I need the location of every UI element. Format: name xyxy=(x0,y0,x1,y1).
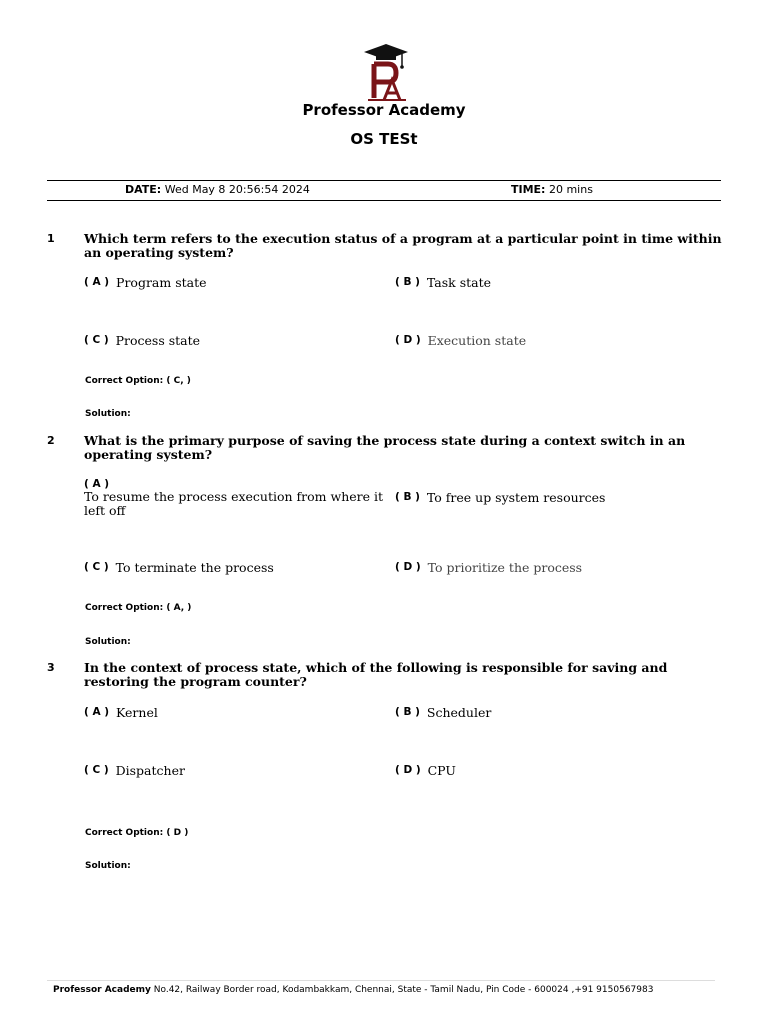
solution-label: Solution: xyxy=(85,861,131,871)
solution-label: Solution: xyxy=(85,409,131,419)
option-text: To prioritize the process xyxy=(427,560,583,575)
academy-name: Professor Academy xyxy=(302,101,466,119)
option-text: Task state xyxy=(426,275,491,290)
footer-address: No.42, Railway Border road, Kodambakkam, Chennai, State - Tamil Nadu, Pin Code - 600024 ,+91 9150567983 xyxy=(153,985,654,995)
footer xyxy=(53,985,653,995)
option-label: ( B ) xyxy=(395,491,420,503)
header-top-rule xyxy=(47,180,721,181)
question-number: 1 xyxy=(47,232,55,245)
option-label: ( D ) xyxy=(395,764,421,776)
test-title: OS TESt xyxy=(350,130,418,148)
academy-logo-icon xyxy=(362,42,410,104)
option-label: ( D ) xyxy=(395,561,421,573)
question-number: 2 xyxy=(47,434,55,447)
option-text: To resume the process execution from where it left off xyxy=(84,489,384,518)
time-value: 20 mins xyxy=(548,183,593,196)
date-info xyxy=(125,183,310,196)
option-text: Execution state xyxy=(427,333,527,348)
question-text: Which term refers to the execution status of a program at a particular point in time within an operating system? xyxy=(84,231,722,260)
option-text: Kernel xyxy=(116,705,158,720)
option-a xyxy=(84,478,384,518)
option-label: ( C ) xyxy=(84,764,109,776)
correct-option: Correct Option: ( C, ) xyxy=(85,376,191,386)
option-text: Program state xyxy=(116,275,207,290)
option-label: ( C ) xyxy=(84,561,109,573)
option-c xyxy=(84,560,274,575)
date-label: DATE: xyxy=(125,183,162,196)
option-b xyxy=(395,705,491,720)
option-a xyxy=(84,705,158,720)
option-d xyxy=(395,560,582,575)
option-c xyxy=(84,333,200,348)
time-info xyxy=(511,183,593,196)
option-label: ( C ) xyxy=(84,334,109,346)
option-b xyxy=(395,490,605,505)
option-label: ( D ) xyxy=(395,334,421,346)
option-d xyxy=(395,333,526,348)
date-value: Wed May 8 20:56:54 2024 xyxy=(164,183,310,196)
solution-label: Solution: xyxy=(85,637,131,647)
option-c xyxy=(84,763,185,778)
correct-option: Correct Option: ( D ) xyxy=(85,828,189,838)
footer-rule xyxy=(47,980,715,981)
option-a xyxy=(84,275,207,290)
option-b xyxy=(395,275,491,290)
option-label: ( B ) xyxy=(395,706,420,718)
option-label: ( A ) xyxy=(84,478,110,490)
option-text: Process state xyxy=(115,333,201,348)
option-text: Dispatcher xyxy=(115,763,185,778)
option-text: CPU xyxy=(427,763,456,778)
question-text: In the context of process state, which of the following is responsible for saving and restoring the program counter? xyxy=(84,660,668,689)
option-text: Scheduler xyxy=(426,705,492,720)
question-number: 3 xyxy=(47,661,55,674)
correct-option: Correct Option: ( A, ) xyxy=(85,603,192,613)
option-text: To free up system resources xyxy=(426,490,606,505)
footer-academy-name: Professor Academy xyxy=(53,985,151,995)
option-label: ( A ) xyxy=(84,276,110,288)
option-label: ( A ) xyxy=(84,706,110,718)
header-bottom-rule xyxy=(47,200,721,201)
question-text: What is the primary purpose of saving the process state during a context switch in an operating system? xyxy=(84,433,686,462)
option-text: To terminate the process xyxy=(115,560,274,575)
option-label: ( B ) xyxy=(395,276,420,288)
time-label: TIME: xyxy=(511,183,546,196)
option-d xyxy=(395,763,456,778)
